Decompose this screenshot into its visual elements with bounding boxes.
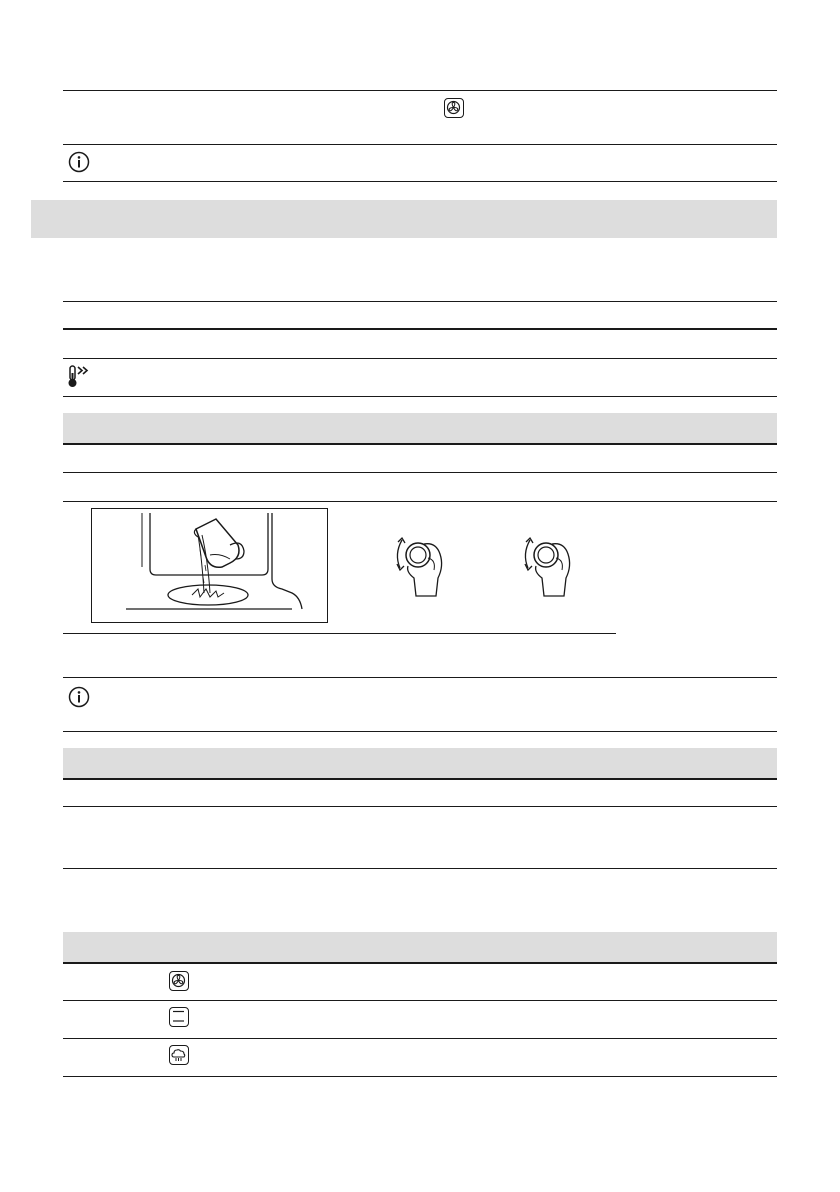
rule-17: [63, 1038, 777, 1039]
rule-illustration-bottom: [63, 633, 616, 634]
rule-13: [63, 806, 777, 807]
rule-5: [63, 358, 777, 359]
thermometer-arrow-icon: [66, 364, 92, 390]
hand-turning-knob-illustration: [390, 530, 450, 602]
rule-16: [63, 1000, 777, 1001]
steam-cloud-icon: [169, 1045, 189, 1065]
rule-8: [63, 472, 777, 473]
top-bottom-heat-icon: [169, 1007, 189, 1027]
table-header-band-1: [63, 413, 777, 443]
rule-2: [63, 181, 777, 182]
rule-18: [63, 1076, 777, 1077]
info-icon: [68, 686, 90, 708]
rule-top: [63, 90, 777, 91]
pour-water-into-cavity-illustration: [91, 508, 328, 623]
rule-11: [63, 731, 777, 732]
rule-1: [63, 144, 777, 145]
rule-10: [63, 677, 777, 678]
fan-icon: [444, 98, 464, 118]
rule-7: [63, 443, 777, 445]
rule-9: [63, 501, 777, 502]
rule-6: [63, 396, 777, 397]
table-header-band-2: [63, 748, 777, 778]
section-heading-band: [31, 200, 777, 238]
info-icon: [68, 151, 90, 173]
rule-3: [63, 301, 777, 302]
rule-12: [63, 778, 777, 780]
table-header-band-3: [63, 932, 777, 962]
hand-turning-knob-illustration: [518, 530, 578, 602]
rule-4: [63, 328, 777, 330]
rule-15: [63, 962, 777, 964]
fan-icon: [169, 971, 189, 991]
rule-14: [63, 868, 777, 869]
